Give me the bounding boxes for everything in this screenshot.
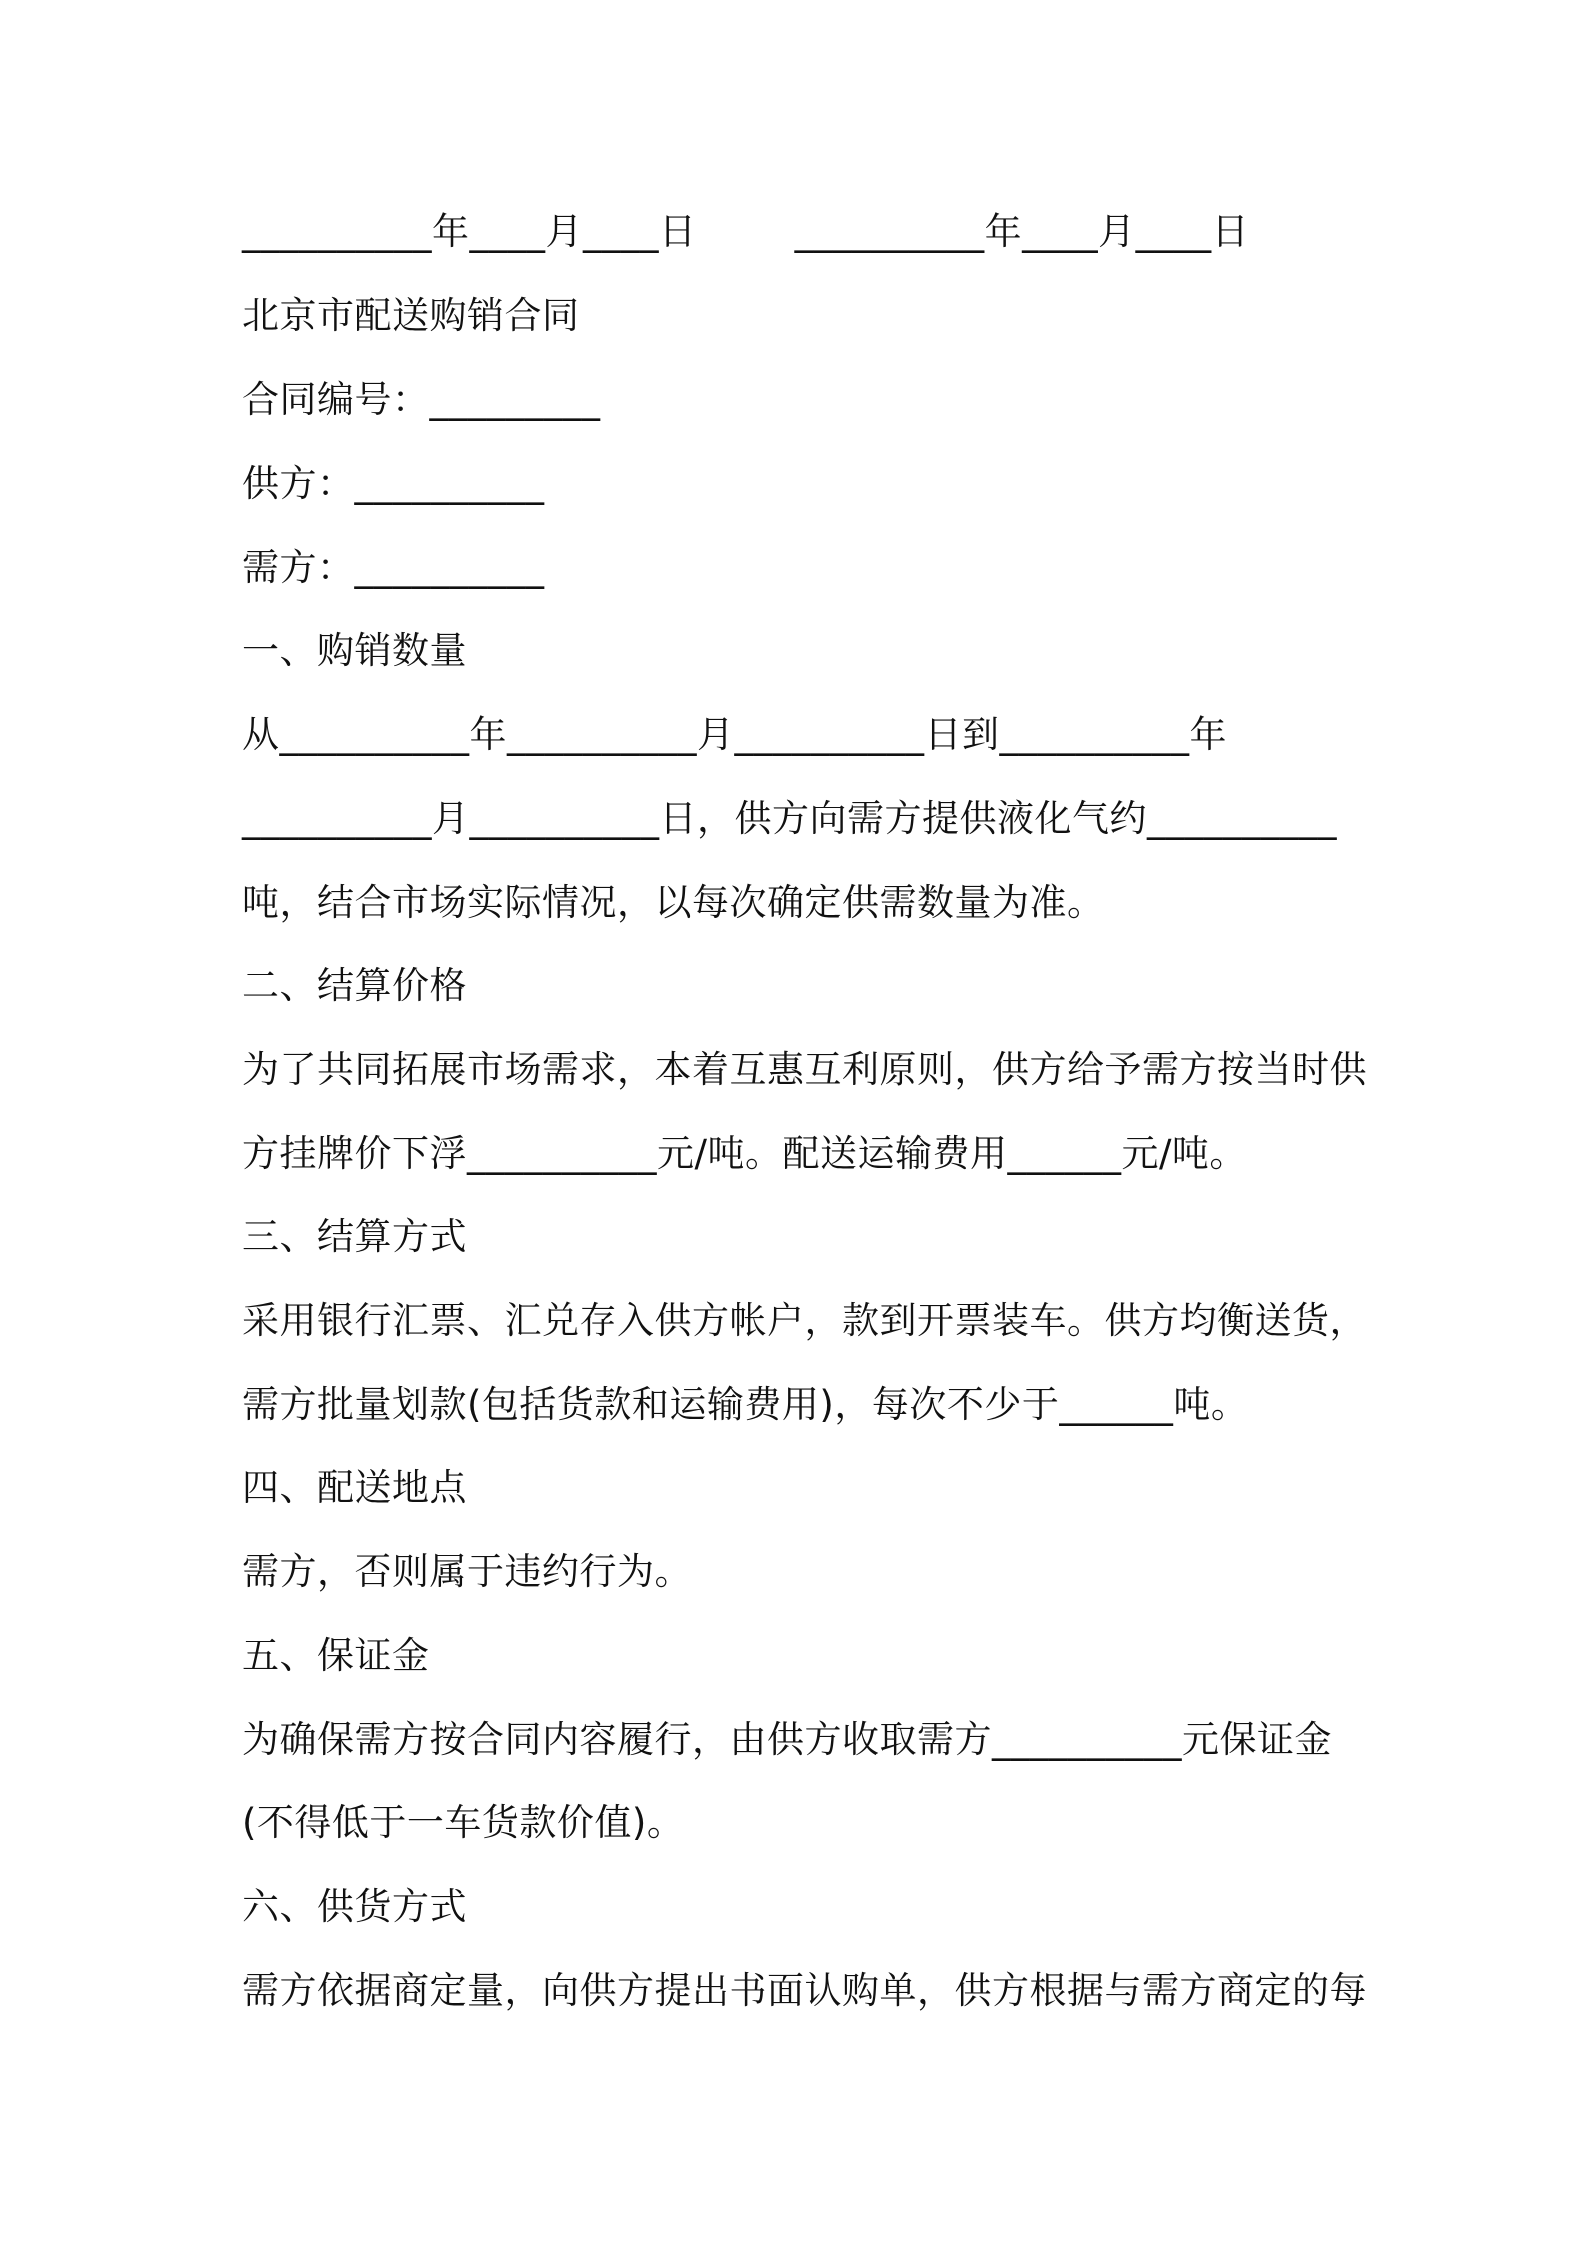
section-2-heading: 二、结算价格: [242, 964, 467, 1007]
supplier-line: 供方：__________: [242, 462, 545, 505]
contract-title: 北京市配送购销合同: [242, 294, 580, 337]
section-5-text-2: (不得低于一车货款价值)。: [242, 1801, 685, 1844]
section-3-text-1: 采用银行汇票、汇兑存入供方帐户，款到开票装车。供方均衡送货，: [242, 1299, 1367, 1342]
section-4-heading: 四、配送地点: [242, 1466, 467, 1509]
section-4-text-1: 需方，否则属于违约行为。: [242, 1550, 692, 1593]
section-5-heading: 五、保证金: [242, 1634, 430, 1677]
section-1-text-2: __________月__________日，供方向需方提供液化气约__________: [242, 797, 1337, 840]
section-2-text-2: 方挂牌价下浮__________元/吨。配送运输费用______元/吨。: [242, 1132, 1247, 1175]
section-5-text-1: 为确保需方按合同内容履行，由供方收取需方__________元保证金: [242, 1718, 1332, 1761]
buyer-line: 需方：__________: [242, 546, 545, 589]
section-6-heading: 六、供货方式: [242, 1885, 467, 1928]
section-2-text-1: 为了共同拓展市场需求，本着互惠互利原则，供方给予需方按当时供: [242, 1048, 1367, 1091]
section-1-text-3: 吨，结合市场实际情况，以每次确定供需数量为准。: [242, 881, 1105, 924]
date-line: __________年____月____日 __________年____月____日: [242, 210, 1250, 253]
section-1-text-1: 从__________年__________月__________日到__________年: [242, 713, 1227, 756]
section-6-text-1: 需方依据商定量，向供方提出书面认购单，供方根据与需方商定的每: [242, 1969, 1367, 2012]
section-3-heading: 三、结算方式: [242, 1215, 467, 1258]
section-1-heading: 一、购销数量: [242, 629, 467, 672]
section-3-text-2: 需方批量划款(包括货款和运输费用)，每次不少于______吨。: [242, 1383, 1249, 1426]
contract-number: 合同编号：_________: [242, 378, 601, 421]
